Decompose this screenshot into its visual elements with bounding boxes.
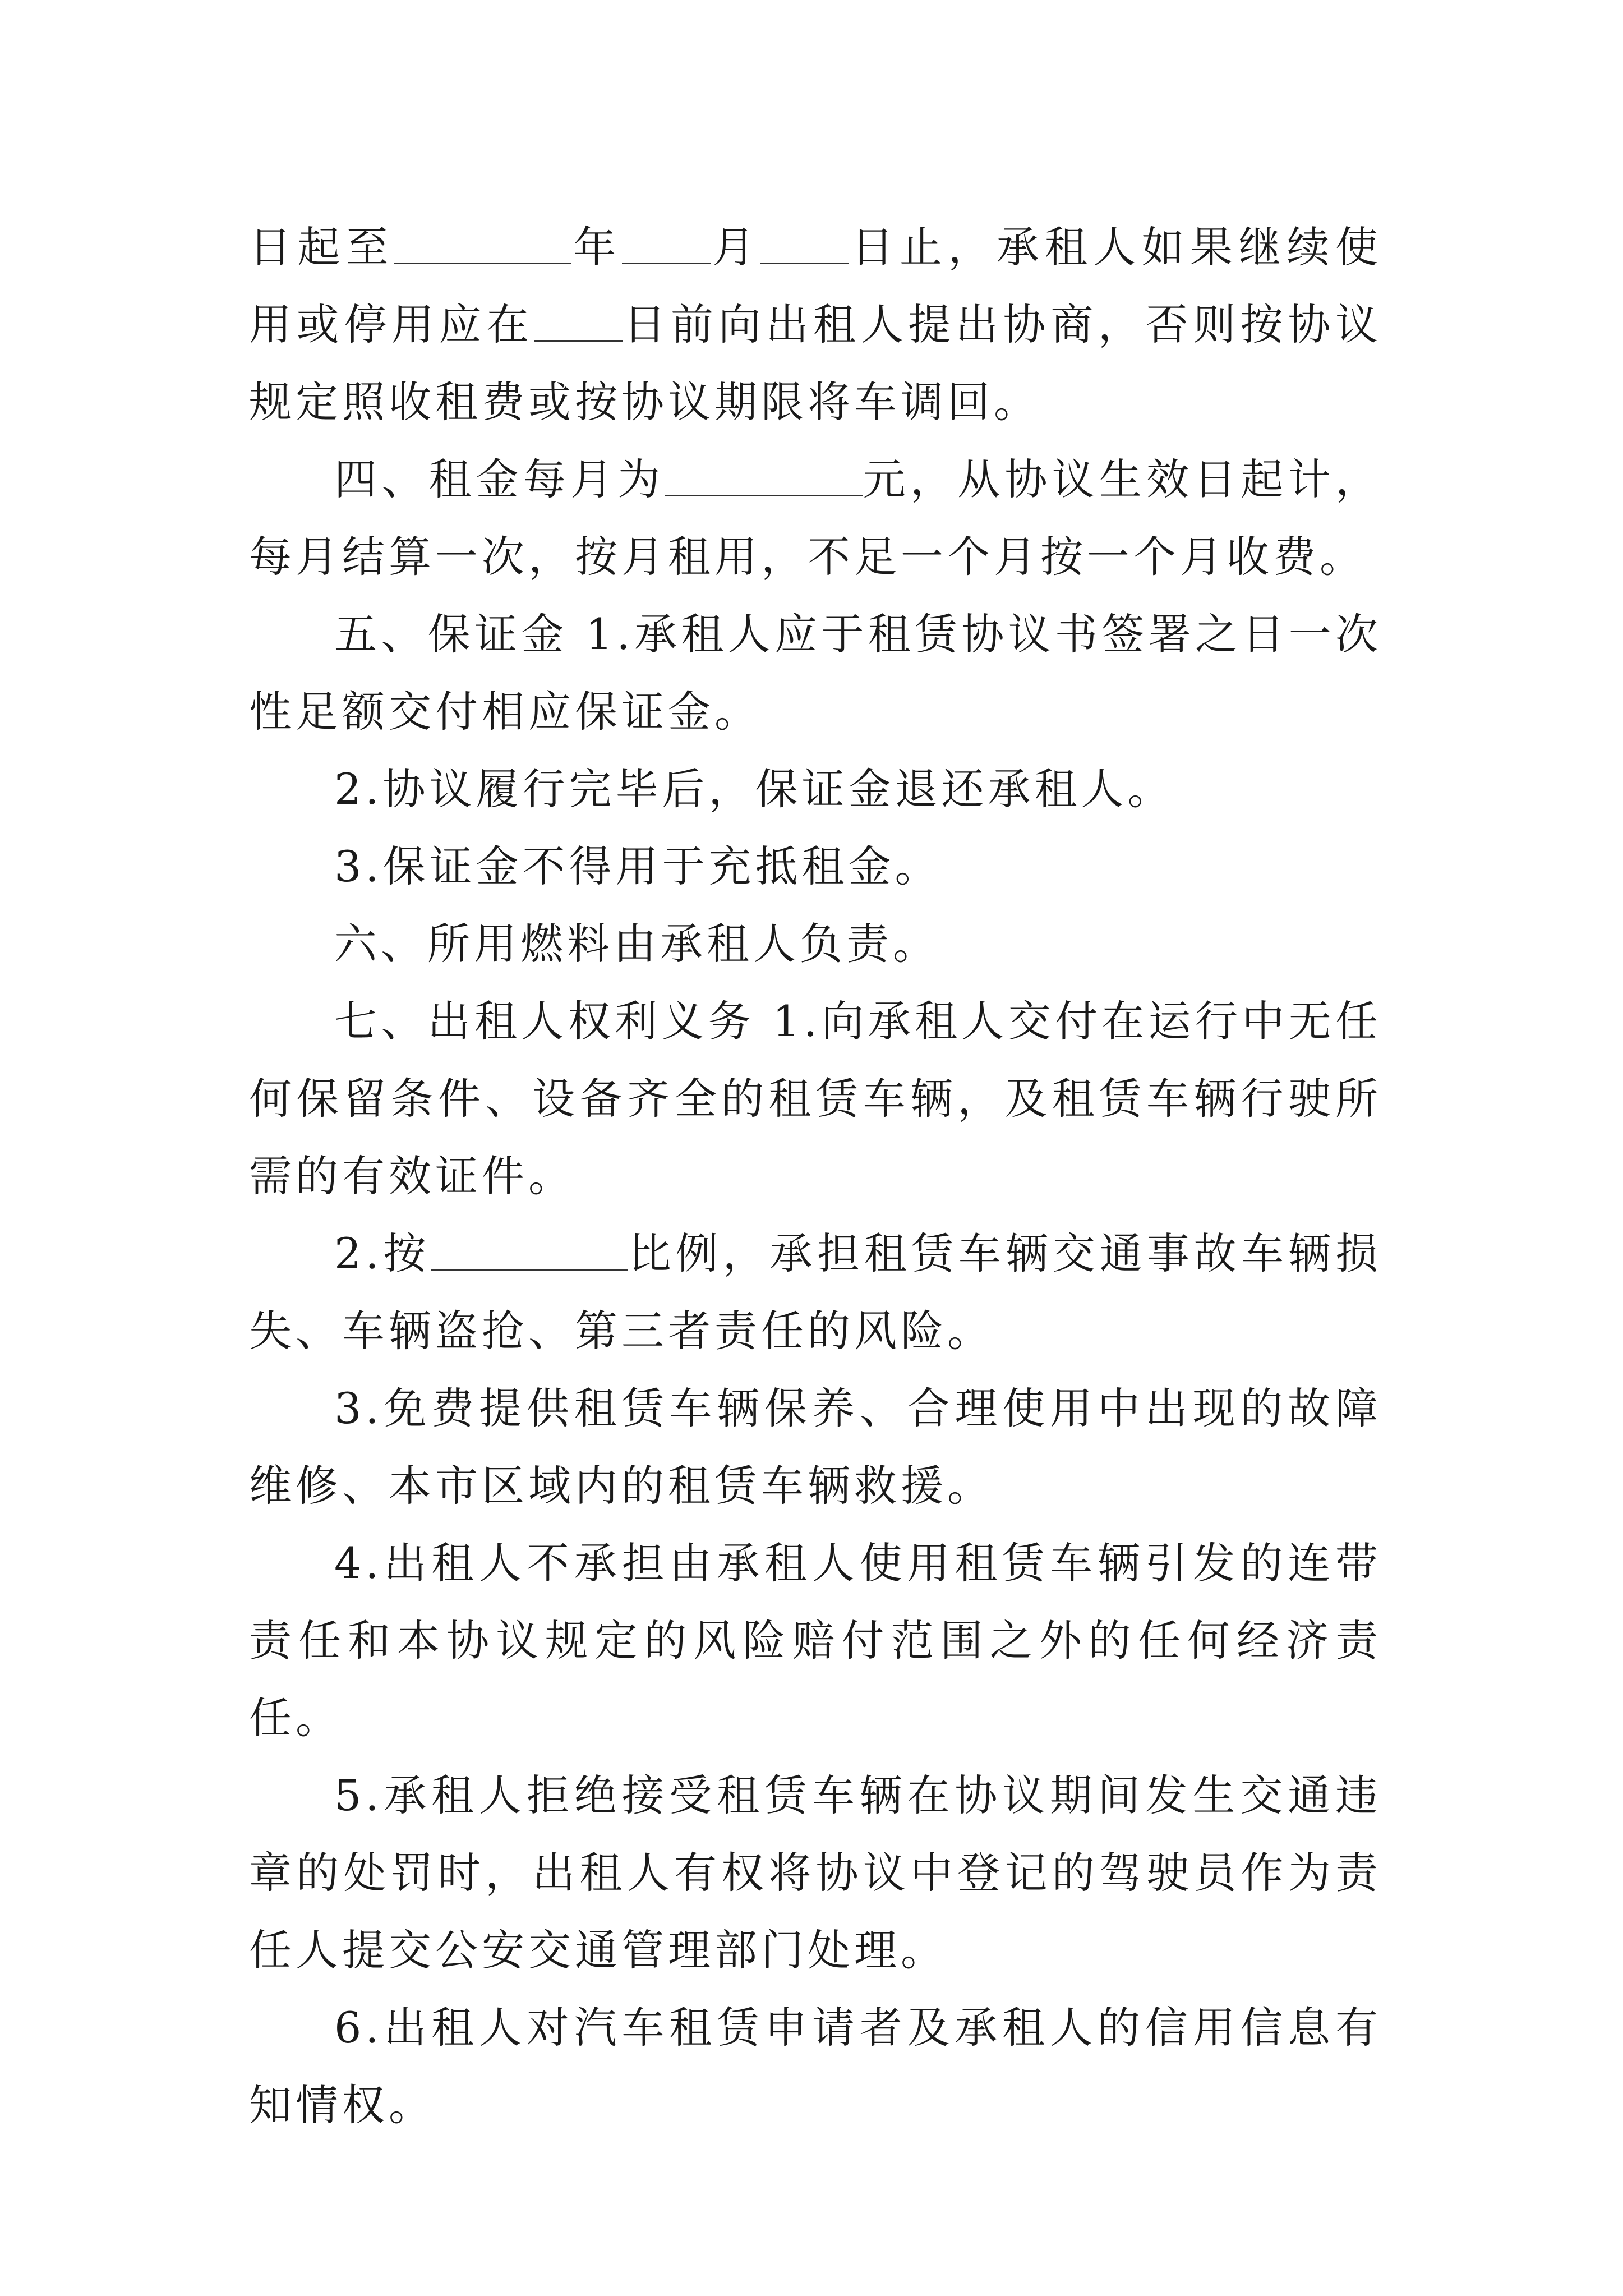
text-segment: 日前向出租人提出协商，否则按协议规定照收租费或按协议期限将车调回。 [249,300,1382,427]
blank-line [534,295,623,342]
blank-line [760,218,849,264]
paragraph-risk-ratio [249,1215,1382,1370]
text-segment: 月 [710,222,761,272]
paragraph-liability: 4.出租人不承担由承租人使用租赁车辆引发的连带责任和本协议规定的风险赔付范围之外的任何经济责任。 [249,1538,1382,1743]
text-segment: 元，从协议生效日起计，每月结算一次，按月租用，不足一个月按一个月收费。 [249,454,1382,582]
text-segment: 日起至 [249,222,394,272]
paragraph-credit-info: 6.出租人对汽车租赁申请者及承租人的信用信息有知情权。 [249,2003,1382,2130]
document-body [249,209,1382,2144]
text-segment: 比例，承担租赁车辆交通事故车辆损失、车辆盗抢、第三者责任的风险。 [249,1228,1382,1356]
blank-line [394,218,571,264]
paragraph-rent [249,441,1382,596]
paragraph-deposit-refund: 2.协议履行完毕后，保证金退还承租人。 [334,764,1174,814]
paragraph-fuel: 六、所用燃料由承租人负责。 [334,919,939,969]
blank-line [665,450,863,496]
paragraph-deposit: 五、保证金 1.承租人应于租赁协议书签署之日一次性足额交付相应保证金。 [249,609,1382,737]
paragraph-lease-term [249,209,1382,441]
paragraph-deposit-rule: 3.保证金不得用于充抵租金。 [334,841,942,891]
blank-line [431,1224,628,1271]
paragraph-lessor-rights: 七、出租人权利义务 1.向承租人交付在运行中无任何保留条件、设备齐全的租赁车辆，及租赁车辆行驶所需的有效证件。 [249,996,1382,1201]
paragraph-maintenance: 3.免费提供租赁车辆保养、合理使用中出现的故障维修、本市区域内的租赁车辆救援。 [249,1383,1382,1511]
paragraph-violations: 5.承租人拒绝接受租赁车辆在协议期间发生交通违章的处罚时，出租人有权将协议中登记的驾驶员作为责任人提交公安交通管理部门处理。 [249,1770,1382,1975]
text-segment: 2.按 [334,1228,431,1278]
text-segment: 年 [571,222,622,272]
text-segment: 日止，承租人如果继续使用或停用应在 [249,222,1382,349]
blank-line [622,218,711,264]
text-segment: 四、租金每月为 [334,454,665,504]
